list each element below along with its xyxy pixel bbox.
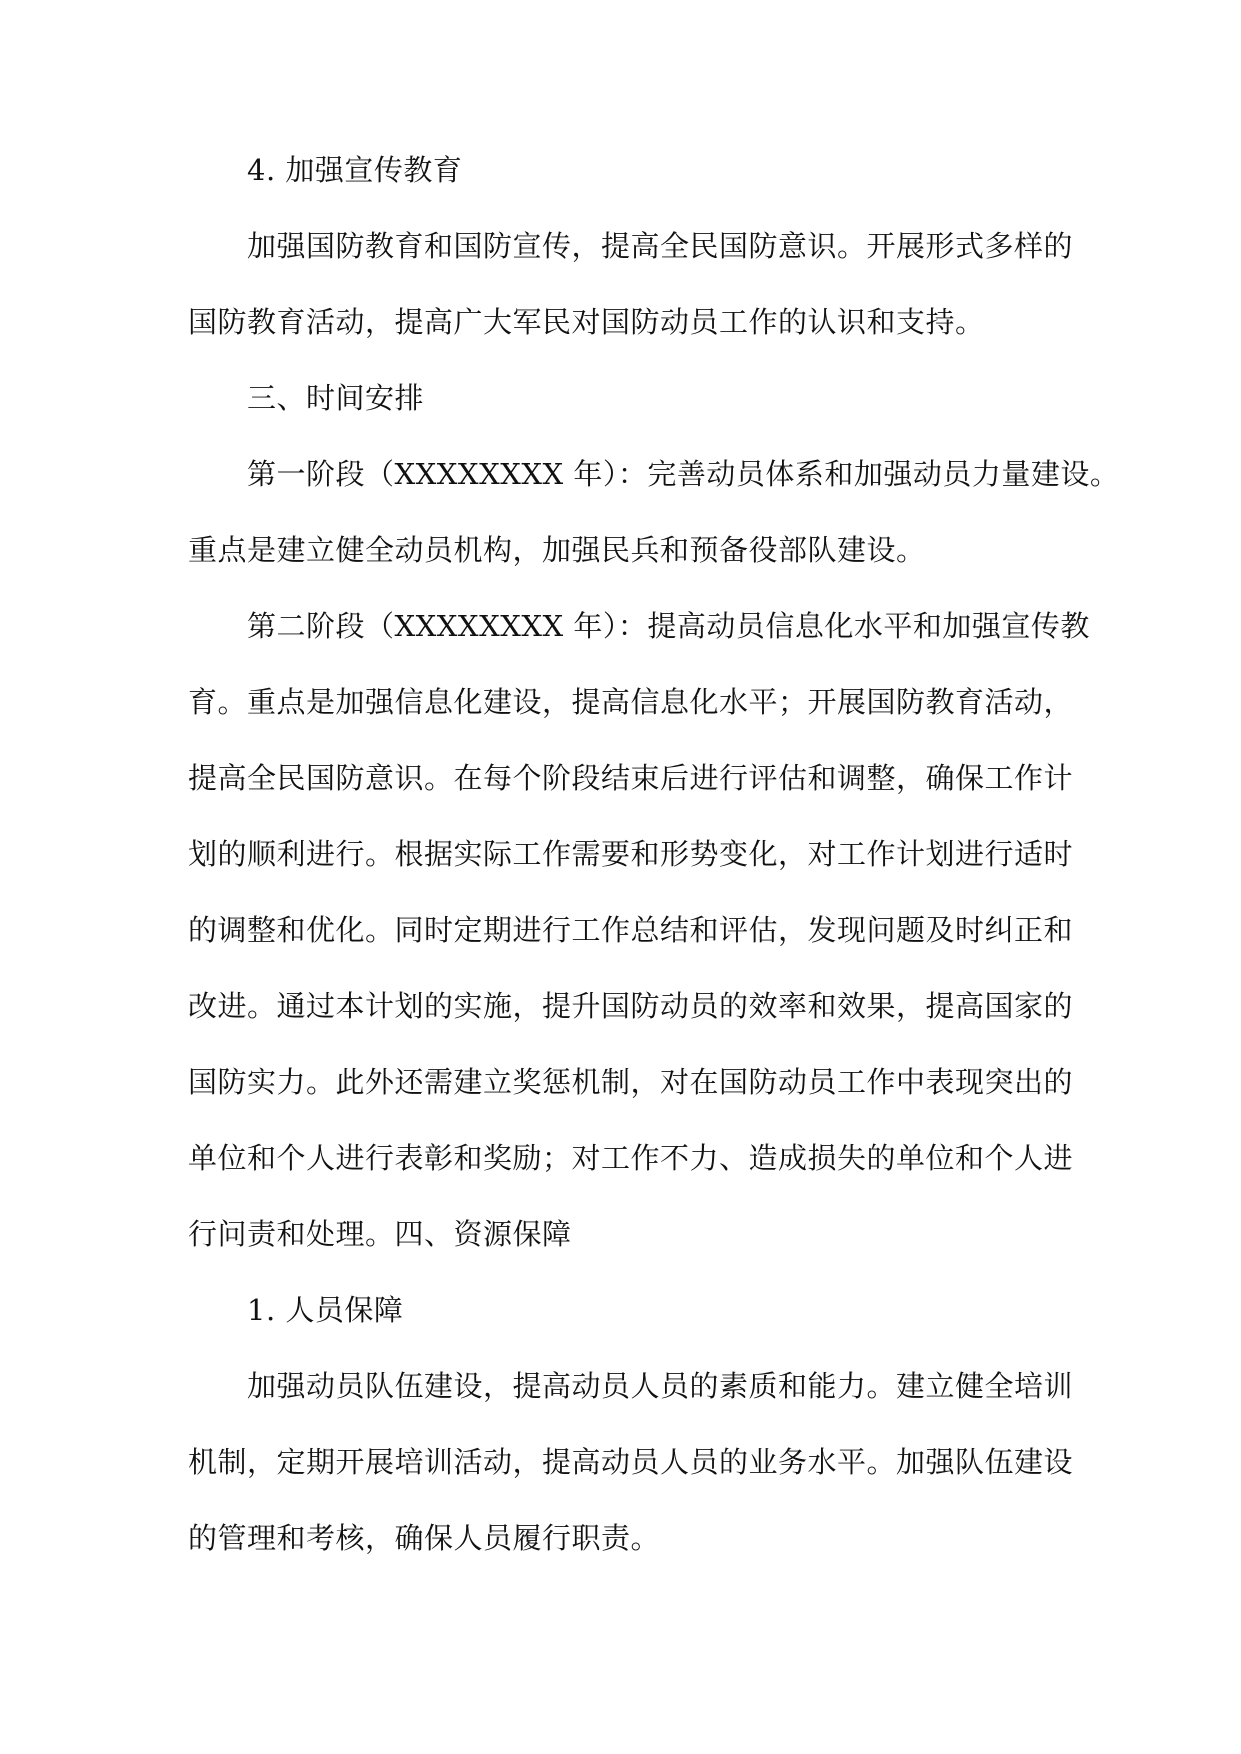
paragraph-line: 提高全民国防意识。在每个阶段结束后进行评估和调整，确保工作计 (188, 761, 1074, 795)
section-heading-publicity-education: 4. 加强宣传教育 (247, 153, 463, 187)
paragraph-line: 机制，定期开展培训活动，提高动员人员的业务水平。加强队伍建设 (188, 1445, 1074, 1479)
paragraph-line: 划的顺利进行。根据实际工作需要和形势变化，对工作计划进行适时 (188, 837, 1074, 871)
paragraph-line: 改进。通过本计划的实施，提升国防动员的效率和效果，提高国家的 (188, 989, 1074, 1023)
paragraph-line: 国防教育活动，提高广大军民对国防动员工作的认识和支持。 (188, 305, 985, 339)
section-heading-schedule: 三、时间安排 (247, 381, 425, 415)
section-heading-personnel: 1. 人员保障 (247, 1293, 404, 1327)
paragraph-line: 第二阶段（XXXXXXXX 年）：提高动员信息化水平和加强宣传教 (247, 609, 1090, 643)
paragraph-line: 育。重点是加强信息化建设，提高信息化水平；开展国防教育活动， (188, 685, 1074, 719)
paragraph-line: 加强国防教育和国防宣传，提高全民国防意识。开展形式多样的 (247, 229, 1074, 263)
paragraph-line: 重点是建立健全动员机构，加强民兵和预备役部队建设。 (188, 533, 926, 567)
paragraph-line: 行问责和处理。四、资源保障 (188, 1217, 572, 1251)
paragraph-line: 加强动员队伍建设，提高动员人员的素质和能力。建立健全培训 (247, 1369, 1074, 1403)
paragraph-line: 单位和个人进行表彰和奖励；对工作不力、造成损失的单位和个人进 (188, 1141, 1074, 1175)
paragraph-line: 国防实力。此外还需建立奖惩机制，对在国防动员工作中表现突出的 (188, 1065, 1074, 1099)
paragraph-line: 第一阶段（XXXXXXXX 年）：完善动员体系和加强动员力量建设。 (247, 457, 1120, 491)
paragraph-line: 的调整和优化。同时定期进行工作总结和评估，发现问题及时纠正和 (188, 913, 1074, 947)
paragraph-line: 的管理和考核，确保人员履行职责。 (188, 1521, 661, 1555)
